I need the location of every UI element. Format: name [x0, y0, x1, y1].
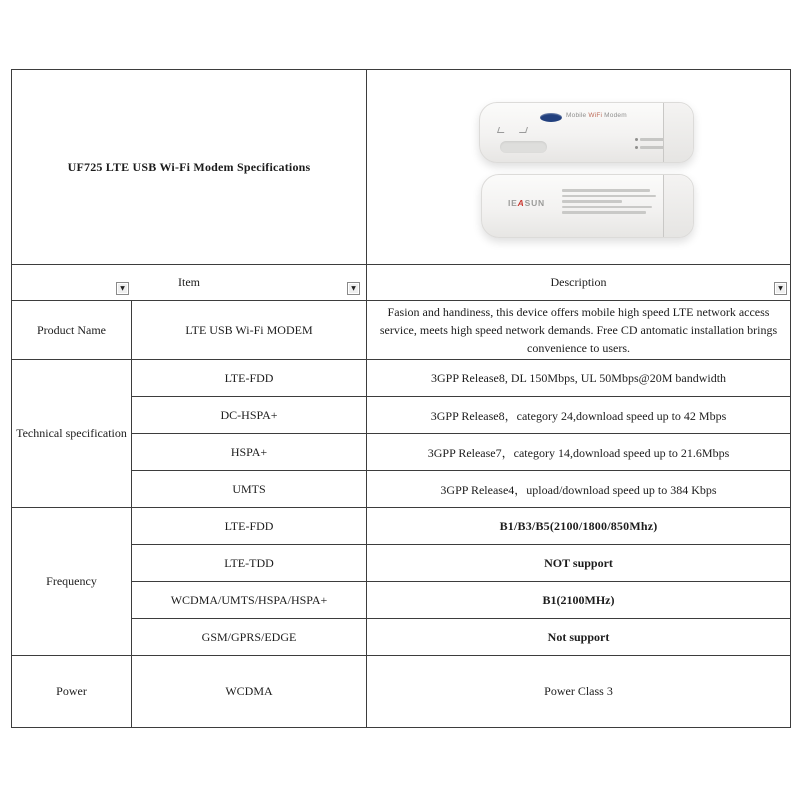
- filter-dropdown-button[interactable]: ▼: [347, 282, 360, 295]
- category-cell: Technical specification: [12, 360, 132, 508]
- column-header-item: Item: [12, 265, 367, 301]
- signal-icon: [497, 127, 506, 133]
- product-description: Fasion and handiness, this device offers mobile high speed LTE network access service, meets high speed network demands. Free CD antomatic installation brings convenience to users.: [379, 305, 778, 355]
- table-row-product-name: [12, 301, 791, 360]
- item-cell: LTE-FDD: [132, 360, 367, 397]
- brand-logo: [508, 198, 545, 208]
- item-cell: WCDMA: [132, 656, 367, 728]
- table-row-power: [12, 656, 791, 728]
- item-cell: WCDMA/UMTS/HSPA/HSPA+: [132, 582, 367, 619]
- filter-dropdown-button[interactable]: ▼: [116, 282, 129, 295]
- sim-slot: [500, 141, 547, 153]
- label-part: WiFi: [588, 112, 603, 119]
- modem-photo-front: [479, 102, 694, 163]
- modem-front-label: [566, 112, 627, 119]
- description-cell: 3GPP Release4，upload/download speed up to 384 Kbps: [367, 471, 791, 508]
- product-photos-cell: [367, 70, 791, 265]
- item-cell: LTE-FDD: [132, 508, 367, 545]
- description-cell: NOT support: [367, 545, 791, 582]
- item-cell: UMTS: [132, 471, 367, 508]
- table-row-freq-lte-fdd: [12, 508, 791, 545]
- description-cell: 3GPP Release8, DL 150Mbps, UL 50Mbps@20M bandwidth: [367, 360, 791, 397]
- label-part: Modem: [602, 112, 627, 119]
- description-cell: B1(2100MHz): [367, 582, 791, 619]
- wifi-icon: [519, 127, 528, 133]
- brand-part: A: [517, 198, 525, 208]
- category-cell: Power: [12, 656, 132, 728]
- filter-dropdown-button[interactable]: ▼: [774, 282, 787, 295]
- item-cell: HSPA+: [132, 434, 367, 471]
- brand-part: IE: [508, 198, 518, 208]
- brand-part: SUN: [524, 198, 545, 208]
- description-cell: Power Class 3: [367, 656, 791, 728]
- table-row-title-images: [12, 70, 791, 265]
- spec-table: [11, 69, 791, 728]
- column-header-description: Description: [367, 265, 791, 301]
- item-cell: GSM/GPRS/EDGE: [132, 619, 367, 656]
- description-cell: 3GPP Release8，category 24,download speed up to 42 Mbps: [367, 397, 791, 434]
- regulatory-text-lines: [562, 189, 662, 217]
- modem-photo-back: [481, 174, 694, 238]
- table-row-tech-lte-fdd: [12, 360, 791, 397]
- description-cell: [367, 301, 791, 360]
- item-cell: LTE USB Wi-Fi MODEM: [132, 301, 367, 360]
- usb-cap: [663, 175, 693, 237]
- category-cell: Product Name: [12, 301, 132, 360]
- label-part: Mobile: [566, 112, 589, 119]
- item-cell: LTE-TDD: [132, 545, 367, 582]
- usb-cap: [663, 103, 693, 162]
- description-cell: B1/B3/B5(2100/1800/850Mhz): [367, 508, 791, 545]
- spec-table-wrap: [11, 69, 791, 727]
- description-cell: Not support: [367, 619, 791, 656]
- page-title: UF725 LTE USB Wi-Fi Modem Specifications: [12, 70, 367, 265]
- description-cell: 3GPP Release7，category 14,download speed up to 21.6Mbps: [367, 434, 791, 471]
- item-cell: DC-HSPA+: [132, 397, 367, 434]
- logo-badge-icon: [540, 113, 562, 122]
- category-cell: Frequency: [12, 508, 132, 656]
